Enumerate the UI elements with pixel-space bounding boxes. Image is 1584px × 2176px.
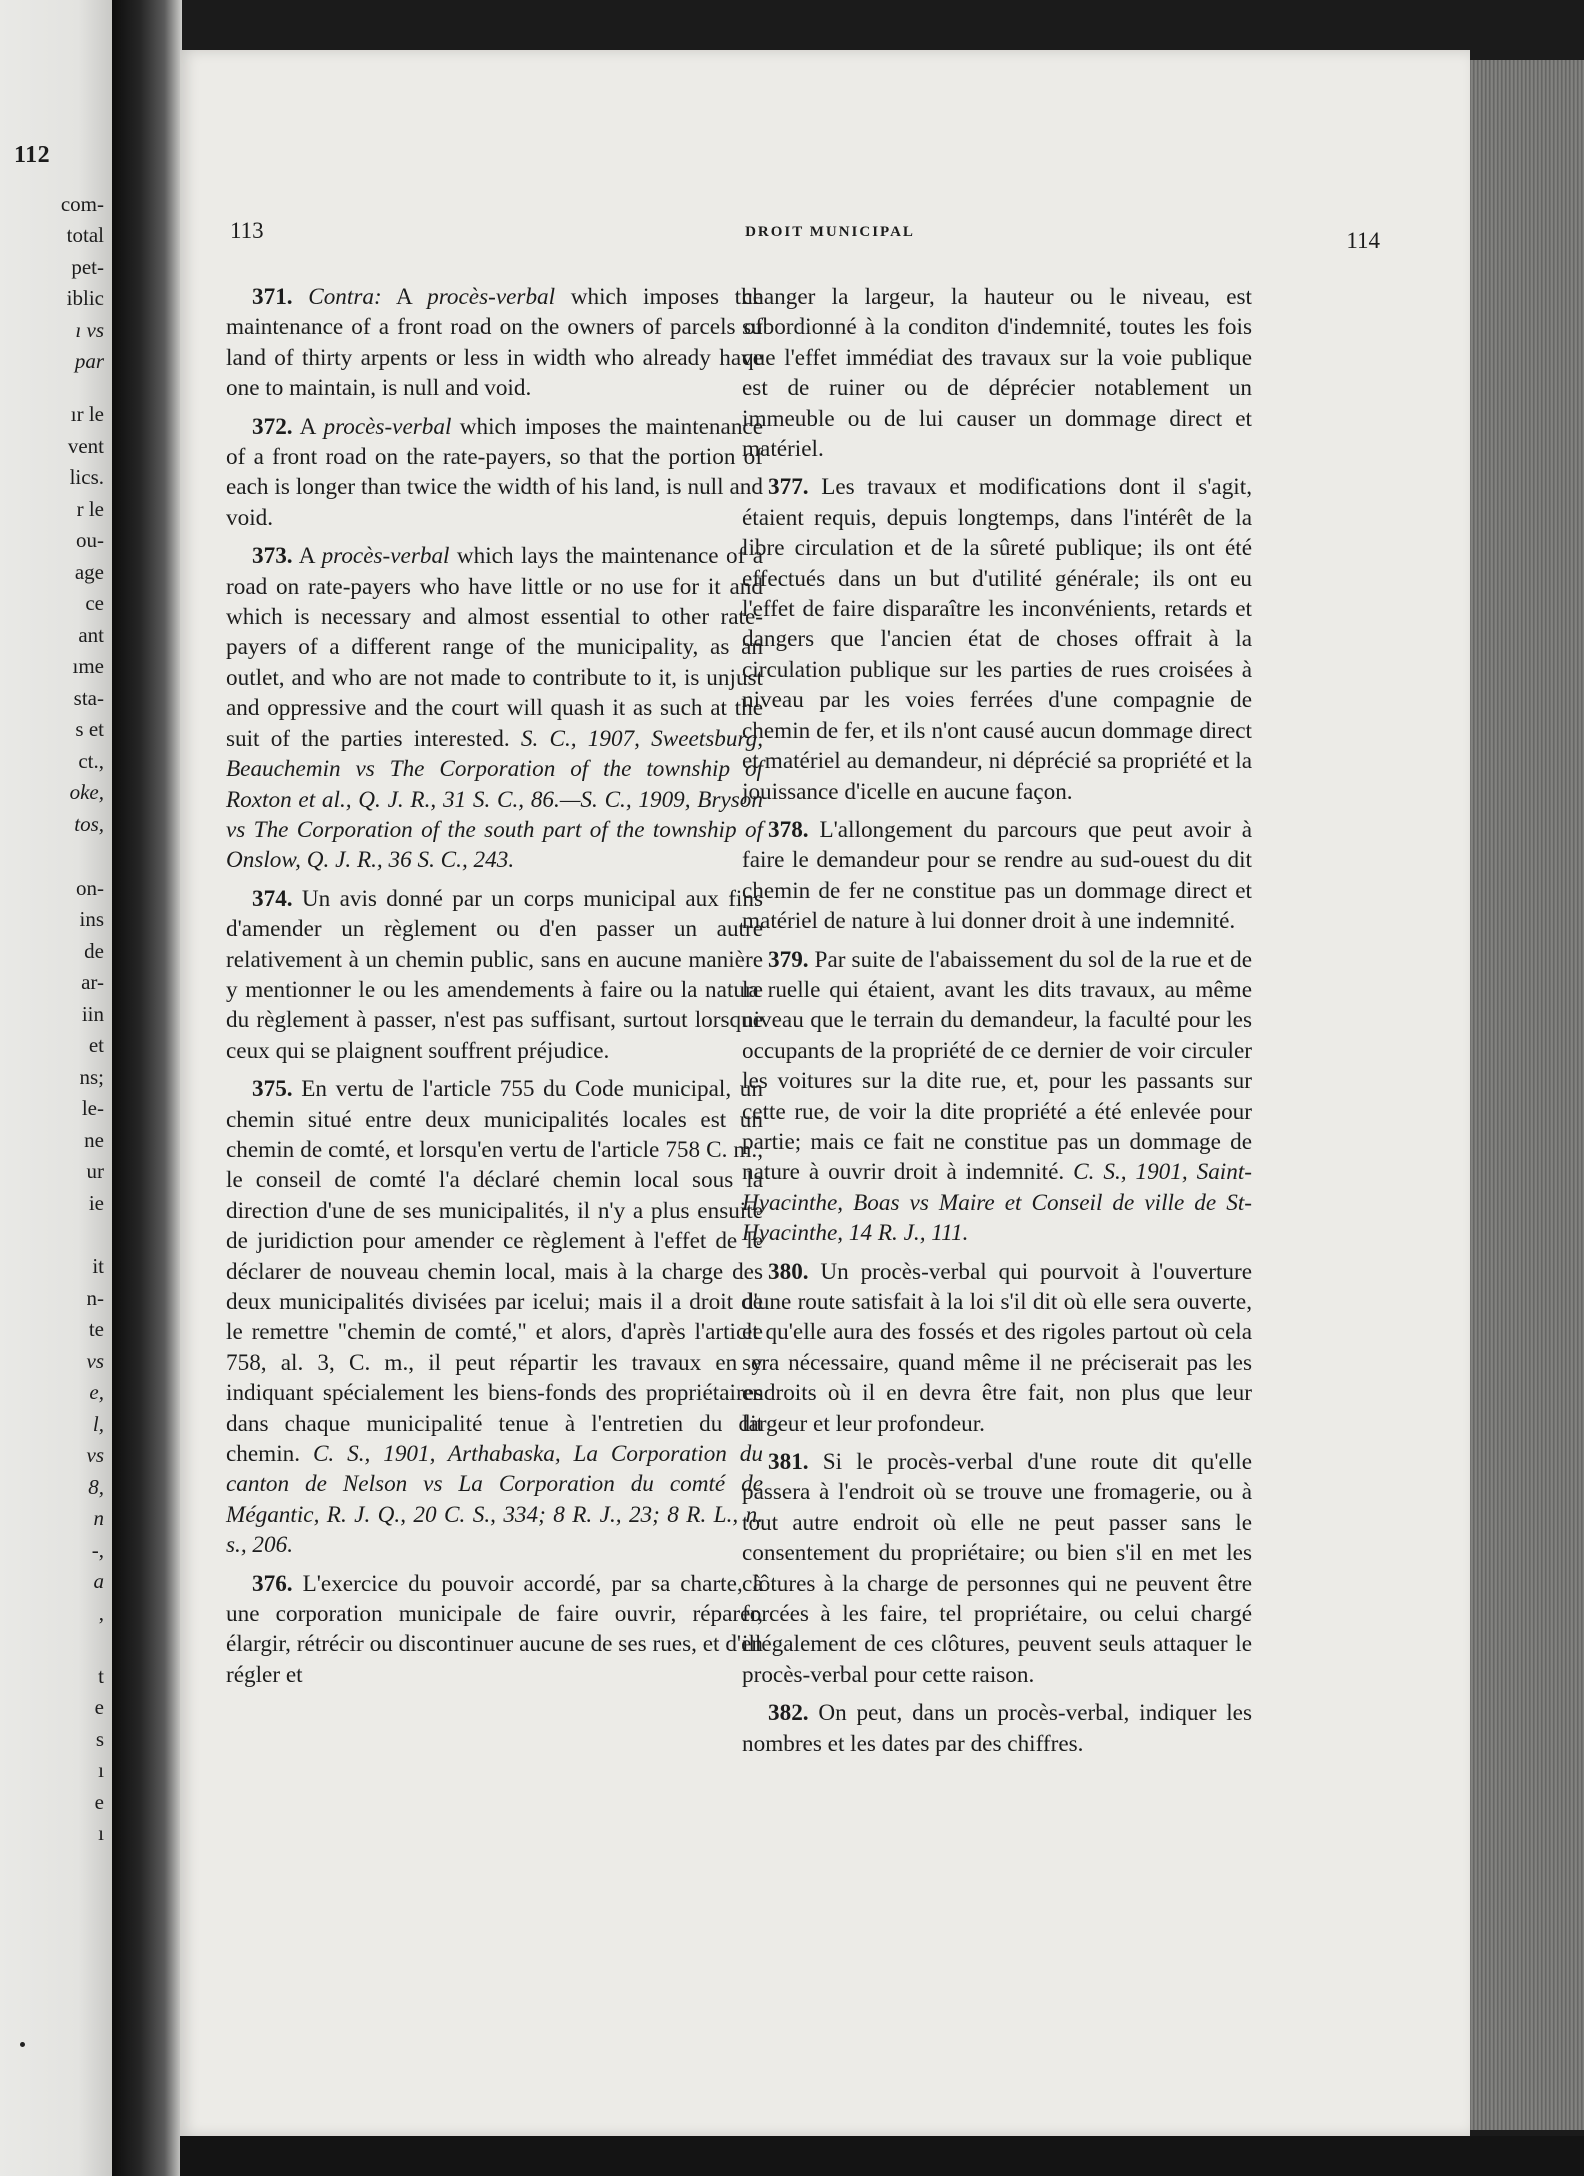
paragraph-number: 373.: [252, 543, 293, 570]
running-header: [230, 218, 1430, 258]
paragraph: [742, 1698, 1252, 1759]
paragraph-text: L'exercice du pouvoir accordé, par sa charte, à une corporation municipale de faire ouvrir, réparer, élargir, rétrécir ou discontinuer aucune de ses rues, et d'en régler et: [226, 1570, 763, 1688]
previous-page-fragment: pet-: [71, 255, 104, 279]
italic-text: C. S., 1901, Arthabaska, La Corporation du canton de Nelson vs La Corporation du comté de Mégantic, R. J. Q., 20 C. S., 334; 8 R. J., 23; 8 R. L., n. s., 206.: [226, 1441, 763, 1559]
paragraph-number: 378.: [768, 816, 809, 843]
paragraph: [742, 1447, 1252, 1690]
previous-page-fragment: tos,: [74, 812, 104, 836]
previous-page-fragment: ns;: [79, 1065, 104, 1089]
book-page-edges: [1470, 60, 1584, 2130]
previous-page-fragment: ct.,: [78, 749, 104, 773]
previous-page-fragment: ar-: [81, 970, 104, 994]
paragraph: [226, 884, 763, 1066]
previous-page-fragment: oke,: [69, 780, 104, 804]
page-number-left: 113: [230, 218, 264, 243]
paragraph-number: 381.: [768, 1449, 809, 1476]
italic-text: procès-verbal: [427, 284, 556, 310]
previous-page-fragment: com-: [60, 192, 104, 216]
paragraph-text: A: [292, 543, 322, 570]
paragraph-text: which imposes the maintenance of a front road on the rate-payers, so that the portion of each is longer than twice the width of his land, is null and void.: [226, 413, 763, 531]
previous-page-fragment: e: [94, 1790, 104, 1814]
paragraph-number: 371.: [252, 284, 293, 310]
paragraph: [226, 541, 763, 875]
paragraph-number: 374.: [252, 885, 293, 912]
paragraph: [742, 282, 1252, 464]
previous-page-fragment: e: [94, 1695, 104, 1719]
previous-page-number: 112: [14, 142, 51, 168]
previous-page-fragment: vent: [67, 434, 104, 458]
previous-page-fragment: ant: [78, 623, 104, 647]
paragraph-number: 379.: [768, 946, 809, 973]
previous-page-fragment: t: [98, 1664, 104, 1688]
book-page: [180, 50, 1470, 2136]
paragraph: [226, 1074, 763, 1561]
previous-page-fragment: a: [93, 1569, 104, 1593]
previous-page-fragment: par: [74, 349, 104, 373]
previous-page-fragment: ins: [79, 907, 104, 931]
paragraph-text: changer la largeur, la hauteur ou le niveau, est subordionné à la conditon d'indemnité, toutes les fois que l'effet immédiat des travaux sur la voie publique est de ruiner ou de déprécier notablement un immeuble ou de lui causer un dommage direct et matériel.: [742, 284, 1252, 463]
previous-page-fragment: iin: [81, 1002, 104, 1026]
previous-page-fragment: et: [88, 1033, 104, 1057]
paragraph-text: A: [381, 284, 428, 310]
previous-page-fragment: l,: [92, 1412, 104, 1436]
italic-text: S. C., 1907, Sweetsburg, Beauchemin vs The Corporation of the township of Roxton et al., Q. J. R., 31 S. C., 86.—S. C., 1909, Bryson vs The Corporation of the south part of the township of Onslow, Q. J. R., 36 S. C., 243.: [226, 725, 763, 874]
paragraph: [226, 282, 763, 404]
previous-page-fragment: s: [95, 1727, 104, 1751]
speck: [20, 2042, 25, 2047]
paragraph-text: L'allongement du parcours que peut avoir à faire le demandeur pour se rendre au sud-ouest du dit chemin de fer ne constitue pas un dommage direct et matériel de nature à lui donner droit à une indemnité.: [742, 816, 1252, 935]
paragraph-text: A: [292, 413, 324, 440]
previous-page-fragment: s et: [75, 717, 104, 741]
paragraph-text: Si le procès-verbal d'une route dit qu'elle passera à l'endroit où se trouve une fromagerie, ou à tout autre endroit où elle ne peut passer sans le consentement du propriétaire; ou bien s'il en met les clôtures à la charge de personnes qui ne peuvent être forcées à les faire, tel propriétaire, ou celui chargé illégalement de ces clôtures, peuvent seuls attaquer le procès-verbal pour cette raison.: [742, 1449, 1252, 1688]
paragraph: [742, 815, 1252, 937]
paragraph-number: 375.: [252, 1076, 293, 1103]
paragraph-text: which lays the maintenance of a road on rate-payers who have little or no use for it and which is necessary and almost essential to other rate-payers of a different range of the municipality, as an outlet, and who are not made to contribute to it, is unjust and oppressive and the court will quash it as such at the suit of the parties interested.: [226, 543, 763, 752]
paragraph: [226, 412, 763, 534]
book-gutter: [112, 0, 182, 2176]
paragraph-number: 376.: [252, 1570, 293, 1597]
paragraph: [226, 1569, 763, 1691]
paragraph-number: 377.: [768, 474, 809, 501]
previous-page-fragment: ı: [98, 1821, 104, 1845]
bottom-shadow: [180, 2136, 1584, 2176]
italic-text: procès-verbal: [321, 543, 450, 570]
previous-page-fragment: n: [93, 1506, 104, 1530]
previous-page-fragment: de: [84, 939, 104, 963]
paragraph-number: 382.: [768, 1700, 809, 1727]
page-number-right: 114: [1346, 228, 1380, 253]
previous-page-fragment: ur: [86, 1159, 104, 1183]
previous-page-fragment: vs: [86, 1349, 104, 1373]
previous-page-fragment: ,: [98, 1601, 104, 1625]
previous-page-fragment: 8,: [88, 1475, 104, 1499]
paragraph-text: which imposes the maintenance of a front road on the owners of parcels of land of thirty arpents or less in width who already have one to maintain, is null and void.: [226, 284, 764, 402]
previous-page-fragment: ıme: [72, 654, 104, 678]
previous-page-fragment: total: [66, 223, 104, 247]
paragraph-text: En vertu de l'article 755 du Code municipal, un chemin situé entre deux municipalités locales est un chemin de comté, et lorsqu'en vertu de l'article 758 C. m., le conseil de comté l'a déclaré chemin local sous la direction d'une de ses municipalités, il n'y a plus ensuite de juridiction pour amender ce règlement à l'effet de le déclarer de nouveau chemin local, mais à la charge des deux municipalités divisées par icelui; mais il a droit de le remettre "chemin de comté," et alors, d'après l'article 758, al. 3, C. m., il peut répartir les travaux en y indiquant spécialement les biens-fonds des propriétaires dans chaque municipalité tenue à l'entretien du dit chemin.: [226, 1076, 763, 1468]
paragraph-text: On peut, dans un procès-verbal, indiquer les nombres et les dates par des chiffres.: [742, 1700, 1252, 1757]
previous-page-fragment: ne: [84, 1128, 104, 1152]
previous-page-fragment: on-: [76, 876, 104, 900]
paragraph-number: 372.: [252, 413, 293, 440]
italic-text: C. S., 1901, Saint-Hyacinthe, Boas vs Maire et Conseil de ville de St-Hyacinthe, 14 R. J., 111.: [742, 1159, 1252, 1247]
previous-page-fragment: vs: [86, 1443, 104, 1467]
paragraph-text: Les travaux et modifications dont il s'agit, étaient requis, depuis longtemps, dans l'intérêt de la libre circulation et de la sûreté publique; ils ont été effectués dans un but d'utilité générale; ils ont eu l'effet de faire disparaître les inconvénients, retards et dangers que l'ancien état de choses offrait à la circulation publique sur les parties de rues croisées à niveau par les voies ferrées d'une compagnie de chemin de fer, et ils n'ont causé aucun dommage direct et matériel au demandeur, ni déprécié sa propriété et la jouissance d'icelle en aucune façon.: [742, 474, 1252, 805]
paragraph: [742, 945, 1252, 1249]
previous-page-fragment: ı: [98, 1758, 104, 1782]
previous-page-fragment: iblic: [66, 286, 104, 310]
previous-page-fragment: ı vs: [75, 318, 104, 342]
previous-page-fragment: -,: [91, 1538, 104, 1562]
previous-page-fragment: ie: [88, 1191, 104, 1215]
previous-page-fragment: ce: [85, 591, 104, 615]
italic-text: procès-verbal: [323, 413, 452, 440]
running-title: DROIT MUNICIPAL: [745, 224, 915, 240]
previous-page-fragment: age: [74, 560, 104, 584]
previous-page-fragment: ır le: [70, 402, 104, 426]
paragraph-text: Par suite de l'abaissement du sol de la rue et de la ruelle qui étaient, avant les dits travaux, au même niveau que le terrain du demandeur, la faculté pour les occupants de la propriété de ce dernier de voir circuler les voitures sur la dite rue, et, pour les passants sur cette rue, de voir la dite propriété a été enlevée pour partie; mais ce fait ne constitue pas un dommage de nature à ouvrir droit à indemnité.: [742, 946, 1252, 1186]
previous-page-strip: [0, 0, 112, 2176]
paragraph: [742, 1257, 1252, 1439]
previous-page-fragment: sta-: [73, 686, 104, 710]
paragraph-text: Un avis donné par un corps municipal aux fins d'amender un règlement ou d'en passer un autre relativement à un chemin public, sans en aucune manière y mentionner le ou les amendements à faire ou la nature du règlement à passer, n'est pas suffisant, surtout lorsque ceux qui se plaignent souffrent préjudice.: [226, 885, 763, 1064]
previous-page-fragment: it: [92, 1254, 104, 1278]
paragraph-text: Un procès-verbal qui pourvoit à l'ouverture d'une route satisfait à la loi s'il dit où elle sera ouverte, et qu'elle aura des fossés et des rigoles partout où cela sera nécessaire, quand même il ne préciserait pas les endroits où il en devra être fait, non plus que leur largeur et leur profondeur.: [742, 1258, 1252, 1437]
paragraph: [742, 472, 1252, 806]
previous-page-fragment: le-: [81, 1096, 104, 1120]
previous-page-fragment: ou-: [76, 528, 104, 552]
previous-page-fragment: r le: [76, 497, 104, 521]
previous-page-fragment: te: [88, 1317, 104, 1341]
previous-page-fragment: lics.: [69, 465, 104, 489]
paragraph-text: [293, 284, 309, 310]
paragraph-number: 380.: [768, 1258, 809, 1285]
italic-text: Contra:: [308, 284, 382, 310]
previous-page-fragment: e,: [89, 1380, 104, 1404]
previous-page-fragment: n-: [86, 1286, 104, 1310]
left-column: [226, 282, 763, 1698]
right-column: [742, 282, 1252, 1767]
